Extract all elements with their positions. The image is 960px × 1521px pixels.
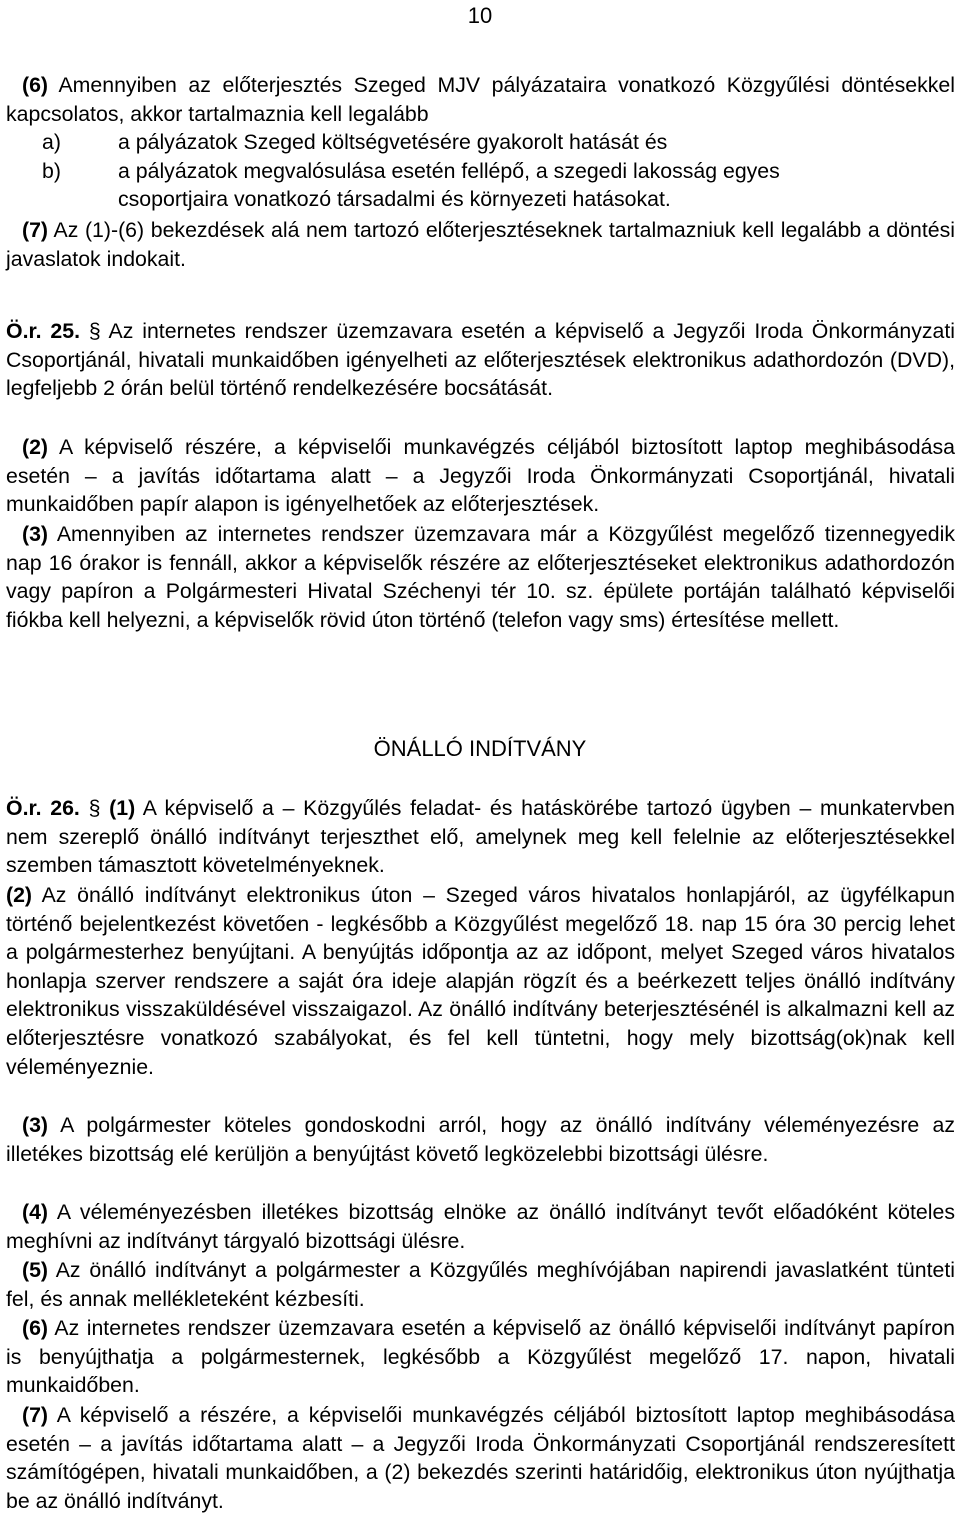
paragraph-number: (3) bbox=[22, 522, 49, 546]
paragraph-text: A polgármester köteles gondoskodni arról, hogy az önálló indítvány véleményezésre az illetékes bizottság elé kerüljön a benyújtást követő legközelebbi bizottsági ülésre. bbox=[6, 1113, 955, 1166]
paragraph-number: (1) bbox=[109, 796, 136, 820]
paragraph-number: (6) bbox=[22, 1316, 49, 1340]
list-item bbox=[0, 157, 960, 186]
section-26-paragraph-4 bbox=[6, 1198, 955, 1255]
section-heading: ÖNÁLLÓ INDÍTVÁNY bbox=[373, 736, 587, 761]
paragraph-7 bbox=[6, 216, 955, 273]
paragraph-6 bbox=[6, 71, 955, 128]
section-25-paragraph-3 bbox=[6, 520, 955, 634]
section-ref: Ö.r. 26. bbox=[6, 796, 80, 820]
paragraph-number: (7) bbox=[22, 1403, 49, 1427]
paragraph-number: (2) bbox=[6, 883, 33, 907]
section-26-paragraph-7 bbox=[6, 1401, 955, 1515]
paragraph-number: (4) bbox=[22, 1200, 49, 1224]
section-sign: § bbox=[88, 319, 101, 343]
list-label: a) bbox=[42, 130, 61, 154]
paragraph-text: Az önálló indítványt elektronikus úton – Szeged város hivatalos honlapjáról, az ügyfélkapun történő bejelentkezést követően - legkésőbb a Közgyűlést megelőző 18. nap 15 óra 30 percig lehet a polgármesterhez benyújtani. A benyújtás időpontja az az időpont, melyet Szeged város hivatalos honlapja szerver rendszere a saját óra ideje alapján rögzít és a beérkezett teljes önálló indítvány elektronikus visszaküldésével visszaigazol. Az önálló indítvány beterjesztésénél is alkalmazni kell az előterjesztésre vonatkozó szabályokat, és fel kell tüntetni, hogy mely bizottság(ok)nak kell véleményeznie. bbox=[6, 883, 955, 1079]
paragraph-number: (7) bbox=[22, 218, 49, 242]
paragraph-text: Az internetes rendszer üzemzavara esetén a képviselő az önálló képviselői indítványt papíron is benyújthatja a polgármesternek, legkésőbb a Közgyűlést megelőző 17. napon, hivatali munkaidőben. bbox=[6, 1316, 955, 1398]
paragraph-text: A képviselő a – Közgyűlés feladat- és hatáskörébe tartozó ügyben – munkatervben nem szereplő önálló indítványt terjeszthet elő, amelynek meg kell felelnie az előterjesztésekkel szemben támasztott követelményeknek. bbox=[6, 796, 956, 878]
paragraph-number: (3) bbox=[22, 1113, 49, 1137]
paragraph-number: (2) bbox=[22, 435, 49, 459]
page-number: 10 bbox=[467, 3, 493, 28]
paragraph-text: Az önálló indítványt a polgármester a Közgyűlés meghívójában napirendi javaslatként tünteti fel, és annak mellékleteként kézbesíti. bbox=[6, 1258, 955, 1311]
paragraph-text: A véleményezésben illetékes bizottság elnöke az önálló indítványt tevőt előadóként köteles meghívni az indítványt tárgyaló bizottsági ülésre. bbox=[6, 1200, 955, 1253]
paragraph-text: Amennyiben az előterjesztés Szeged MJV pályázataira vonatkozó Közgyűlési döntésekkel kapcsolatos, akkor tartalmaznia kell legalább bbox=[6, 73, 955, 126]
paragraph-text: A képviselő a részére, a képviselői munkavégzés céljából biztosított laptop meghibásodása esetén – a javítás időtartama alatt – a Jegyzői Iroda Önkormányzati Csoportjánál rendszeresített számítógépen, hivatali munkaidőben, a (2) bekezdés szerinti határidőig, elektronikus úton nyújthatja be az önálló indítványt. bbox=[6, 1403, 956, 1513]
paragraph-text: Az (1)-(6) bekezdések alá nem tartozó előterjesztéseknek tartalmazniuk kell legalább a döntési javaslatok indokait. bbox=[6, 218, 955, 271]
list-text-continued: csoportjaira vonatkozó társadalmi és környezeti hatásokat. bbox=[118, 187, 671, 212]
section-26-paragraph-6 bbox=[6, 1314, 955, 1400]
list-label: b) bbox=[42, 158, 61, 183]
list-text: a pályázatok Szeged költségvetésére gyakorolt hatását és bbox=[118, 130, 668, 154]
section-26-paragraph-1 bbox=[6, 794, 955, 880]
conditions-list bbox=[0, 128, 960, 214]
section-ref: Ö.r. 25. bbox=[6, 319, 81, 343]
section-26-paragraph-3 bbox=[6, 1111, 955, 1168]
section-26-paragraph-5 bbox=[6, 1256, 955, 1313]
paragraph-number: (6) bbox=[22, 73, 49, 97]
list-text: a pályázatok megvalósulása esetén fellépő, a szegedi lakosság egyes bbox=[118, 158, 780, 183]
section-25-intro bbox=[6, 317, 955, 403]
section-26-paragraph-2 bbox=[6, 881, 955, 1081]
section-sign: § bbox=[88, 796, 101, 820]
paragraph-text: A képviselő részére, a képviselői munkavégzés céljából biztosított laptop meghibásodása esetén – a javítás időtartama alatt – a Jegyzői Iroda Önkormányzati Csoportjánál, hivatali munkaidőben papír alapon is igényelhetőek az előterjesztések. bbox=[6, 435, 955, 517]
paragraph-text: Amennyiben az internetes rendszer üzemzavara már a Közgyűlést megelőző tizennegyedik nap 16 órakor is fennáll, akkor a képviselők részére az előterjesztéseket elektronikus adathordozón vagy papíron a Polgármesteri Hivatal Széchenyi tér 10. sz. épülete portáján található képviselői fiókba kell helyezni, a képviselők rövid úton történő (telefon vagy sms) értesítése mellett. bbox=[6, 522, 956, 632]
paragraph-text: Az internetes rendszer üzemzavara esetén a képviselő a Jegyzői Iroda Önkormányzati Csoportjánál, hivatali munkaidőben igényelheti az előterjesztések elektronikus adathordozón (DVD), legfeljebb 2 órán belül történő rendelkezésére bocsátását. bbox=[6, 319, 955, 401]
list-item bbox=[0, 128, 960, 157]
section-25-paragraph-2 bbox=[6, 433, 955, 519]
paragraph-number: (5) bbox=[22, 1258, 49, 1282]
